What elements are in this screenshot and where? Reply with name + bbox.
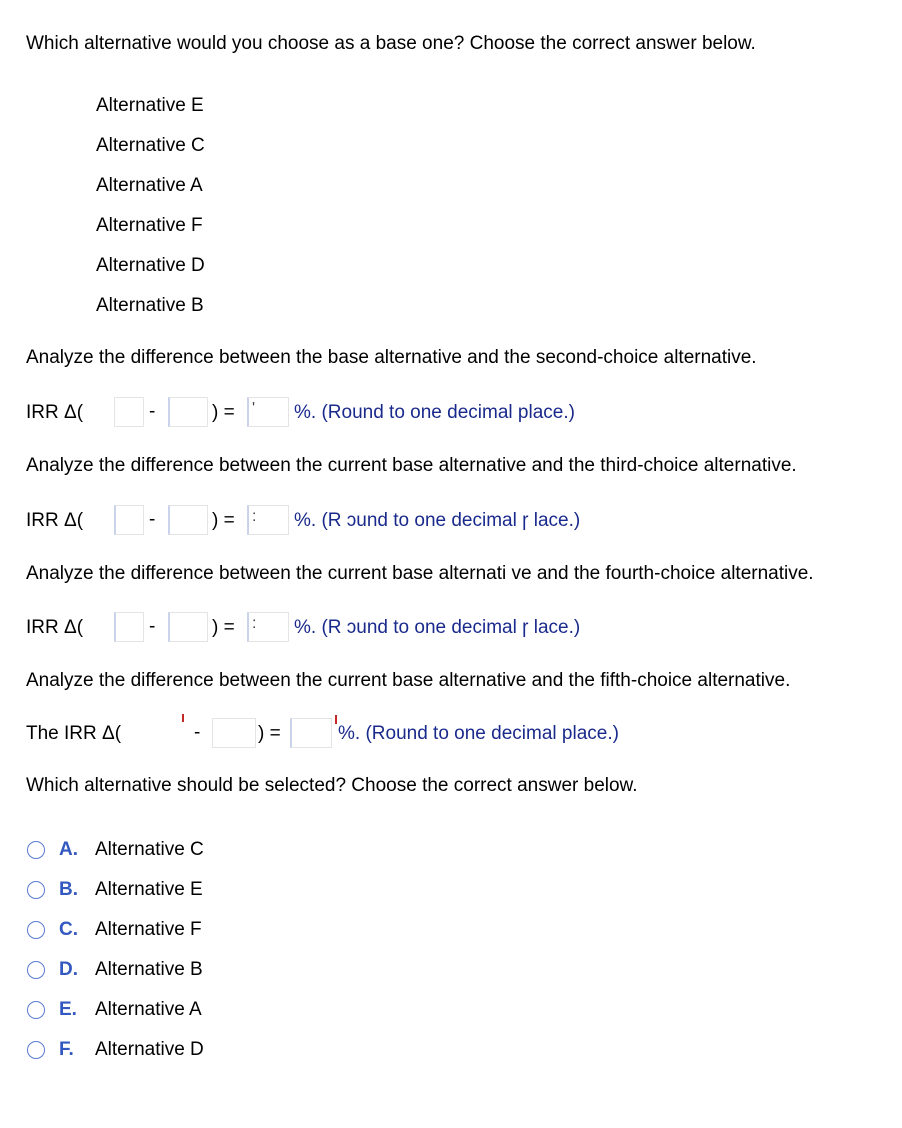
choice-label: Alternative B <box>95 959 203 980</box>
section-3-instruction: Analyze the difference between the current base alternati ve and the fourth-choice alternative. <box>26 563 814 584</box>
choice-label: Alternative F <box>95 919 202 940</box>
round-hint-4: %. (Round to one decimal place.) <box>338 723 619 744</box>
irr-4-alt-a-input[interactable] <box>170 718 184 748</box>
choice-c[interactable] <box>27 918 202 942</box>
irr-label-4: The IRR Δ( <box>26 723 122 744</box>
choice-letter: F. <box>59 1039 74 1060</box>
choice-letter: E. <box>59 999 77 1020</box>
irr-3-value-input[interactable] <box>247 612 289 642</box>
irr-1-value-input[interactable] <box>247 397 289 427</box>
equals-sign-1: ) = <box>212 402 235 423</box>
irr-4-value-input[interactable] <box>290 718 332 748</box>
round-hint-1: %. (Round to one decimal place.) <box>294 402 575 423</box>
equals-sign-3: ) = <box>212 617 235 638</box>
irr-2-alt-a-input[interactable] <box>114 505 144 535</box>
section-2-instruction: Analyze the difference between the current base alternative and the third-choice alternative. <box>26 455 797 476</box>
radio-circle-icon[interactable] <box>27 1041 45 1059</box>
option-base-alternative-b[interactable]: Alternative B <box>96 295 204 316</box>
choice-e[interactable] <box>27 998 202 1022</box>
text-cursor-red-2 <box>335 715 337 724</box>
radio-circle-icon[interactable] <box>27 961 45 979</box>
radio-circle-icon[interactable] <box>27 1001 45 1019</box>
choice-letter: A. <box>59 839 78 860</box>
equals-sign-2: ) = <box>212 510 235 531</box>
choice-letter: C. <box>59 919 78 940</box>
irr-2-value-text: : <box>252 508 257 525</box>
section-1-instruction: Analyze the difference between the base alternative and the second-choice alternative. <box>26 347 757 368</box>
choice-a[interactable] <box>27 838 204 862</box>
irr-2-value-input[interactable] <box>247 505 289 535</box>
choice-b[interactable] <box>27 878 203 902</box>
option-base-alternative-d[interactable]: Alternative D <box>96 255 205 276</box>
irr-4-alt-b-input[interactable] <box>212 718 256 748</box>
irr-2-alt-b-input[interactable] <box>168 505 208 535</box>
round-hint-3: %. (R ɔund to one decimal ɼ lace.) <box>294 617 581 638</box>
choice-label: Alternative E <box>95 879 203 900</box>
irr-label-3: IRR Δ( <box>26 617 84 638</box>
irr-3-alt-b-input[interactable] <box>168 612 208 642</box>
text-cursor-red <box>182 714 184 722</box>
round-hint-2: %. (R ɔund to one decimal ɼ lace.) <box>294 510 581 531</box>
minus-sign-1: - <box>149 401 156 422</box>
choice-label: Alternative D <box>95 1039 204 1060</box>
irr-label-1: IRR Δ( <box>26 402 84 423</box>
option-base-alternative-c[interactable]: Alternative C <box>96 135 205 156</box>
choice-label: Alternative C <box>95 839 204 860</box>
minus-sign-2: - <box>149 509 156 530</box>
question-base-alternative: Which alternative would you choose as a base one? Choose the correct answer below. <box>26 33 756 54</box>
irr-3-value-text: : <box>252 615 257 632</box>
option-base-alternative-f[interactable]: Alternative F <box>96 215 203 236</box>
radio-circle-icon[interactable] <box>27 921 45 939</box>
section-4-instruction: Analyze the difference between the current base alternative and the fifth-choice alternative. <box>26 670 791 691</box>
choice-letter: B. <box>59 879 78 900</box>
choice-label: Alternative A <box>95 999 202 1020</box>
option-base-alternative-e[interactable]: Alternative E <box>96 95 204 116</box>
option-base-alternative-a[interactable]: Alternative A <box>96 175 203 196</box>
irr-1-alt-b-input[interactable] <box>168 397 208 427</box>
radio-circle-icon[interactable] <box>27 841 45 859</box>
radio-circle-icon[interactable] <box>27 881 45 899</box>
irr-1-value-text: ' <box>252 400 256 417</box>
minus-sign-4: - <box>194 722 201 743</box>
question-select-alternative: Which alternative should be selected? Choose the correct answer below. <box>26 775 638 796</box>
irr-3-alt-a-input[interactable] <box>114 612 144 642</box>
choice-f[interactable] <box>27 1038 204 1062</box>
choice-letter: D. <box>59 959 78 980</box>
choice-d[interactable] <box>27 958 203 982</box>
irr-1-alt-a-input[interactable] <box>114 397 144 427</box>
minus-sign-3: - <box>149 616 156 637</box>
irr-label-2: IRR Δ( <box>26 510 84 531</box>
equals-sign-4: ) = <box>258 723 281 744</box>
